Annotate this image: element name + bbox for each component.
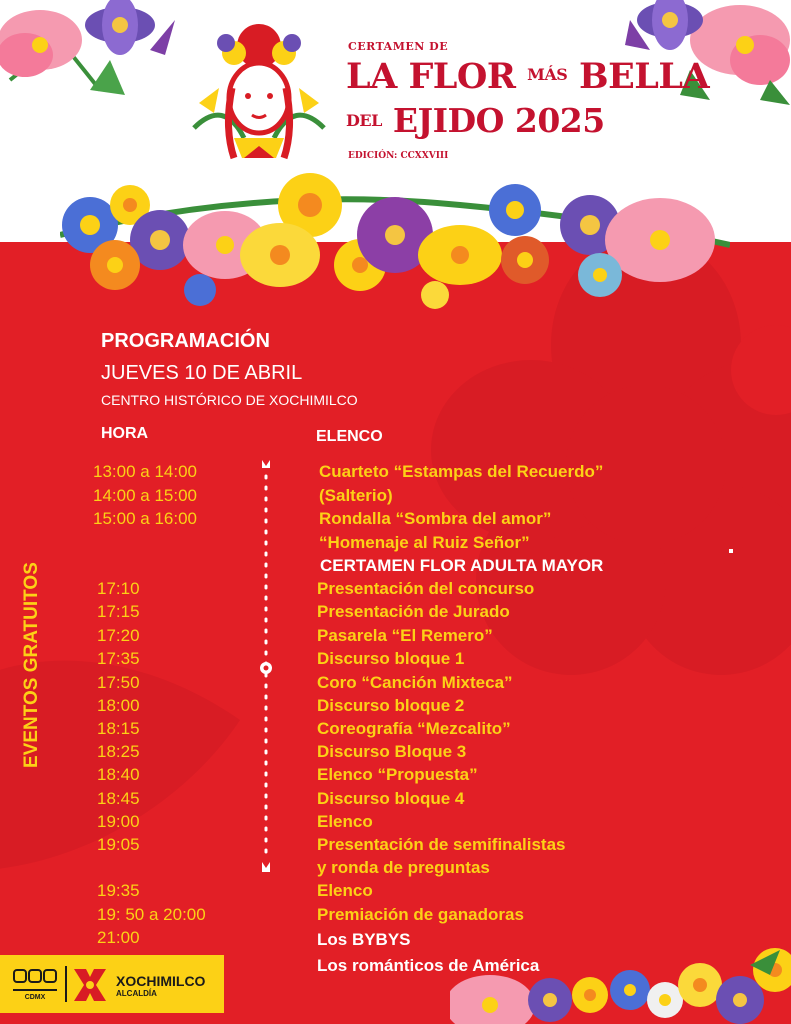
time-slot: 19:05 — [97, 835, 140, 854]
act-item: Coreografía “Mezcalito” — [317, 719, 511, 738]
act-item: Rondalla “Sombra del amor” — [319, 509, 552, 528]
section-title: CERTAMEN FLOR ADULTA MAYOR — [320, 556, 604, 575]
program-heading: PROGRAMACIÓN — [101, 330, 270, 352]
time-slot: 21:00 — [97, 928, 140, 947]
title-line-2: DEL EJIDO 2025 — [346, 101, 605, 140]
free-events-label: EVENTOS GRATUITOS — [21, 562, 42, 768]
seal-text: CDMX — [24, 994, 46, 1001]
time-slot: 18:15 — [97, 719, 140, 738]
act-item: Elenco — [317, 812, 373, 831]
pre-title: CERTAMEN DE — [348, 40, 449, 53]
act-item: (Salterio) — [319, 486, 393, 505]
act-item: Discurso bloque 1 — [317, 649, 465, 668]
title-line-1: LA FLOR $^{MÁS}$ BELLA — [346, 56, 710, 97]
cdmx-seal-icon — [10, 966, 60, 1002]
time-slot: 18:40 — [97, 765, 140, 784]
time-slot: 19:35 — [97, 881, 140, 900]
act-item: Presentación de semifinalistas — [317, 835, 566, 854]
time-slot: 17:15 — [97, 602, 140, 621]
act-item: y ronda de preguntas — [317, 858, 490, 877]
time-slot: 19:00 — [97, 812, 140, 831]
act-item: Elenco — [317, 881, 373, 900]
time-slot: 17:20 — [97, 626, 140, 645]
xochimilco-logo-icon — [72, 967, 108, 1003]
time-slot: 18:45 — [97, 789, 140, 808]
program-place: CENTRO HISTÓRICO DE XOCHIMILCO — [101, 392, 358, 408]
footer-divider — [65, 966, 67, 1002]
column-header-time: HORA — [101, 425, 149, 442]
top-left-flowers-icon — [0, 0, 190, 110]
time-slot: 19: 50 a 20:00 — [97, 905, 206, 924]
act-item: Discurso Bloque 3 — [317, 742, 467, 761]
act-item: Los BYBYS — [317, 930, 411, 949]
time-slot: 15:00 a 16:00 — [93, 509, 197, 528]
act-item: “Homenaje al Ruiz Señor” — [319, 533, 530, 552]
act-item: Presentación de Jurado — [317, 602, 510, 621]
act-item: Los románticos de América — [317, 956, 540, 975]
program-day: JUEVES 10 DE ABRIL — [101, 362, 303, 384]
time-slot: 14:00 a 15:00 — [93, 486, 197, 505]
time-slot: 17:10 — [97, 579, 140, 598]
time-slot: 18:00 — [97, 696, 140, 715]
act-item: Discurso bloque 2 — [317, 696, 465, 715]
edition-label: EDICIÓN: CCXXVIII — [348, 151, 449, 161]
brand-name: XOCHIMILCO — [116, 973, 206, 989]
time-slot: 17:50 — [97, 673, 140, 692]
act-item: Elenco “Propuesta” — [317, 765, 478, 784]
act-item: Discurso bloque 4 — [317, 789, 465, 808]
act-item: Pasarela “El Remero” — [317, 626, 493, 645]
act-item: Premiación de ganadoras — [317, 905, 524, 924]
act-item: Presentación del concurso — [317, 579, 535, 598]
bottom-right-flowers-icon — [450, 945, 791, 1024]
decorative-dot — [729, 549, 733, 553]
flor-logo-icon — [184, 18, 334, 168]
column-header-cast: ELENCO — [316, 428, 383, 445]
time-slot: 17:35 — [97, 649, 140, 668]
time-slot: 18:25 — [97, 742, 140, 761]
timeline-icon — [258, 458, 274, 878]
brand-subtitle: ALCALDÍA — [116, 989, 157, 998]
act-item: Coro “Canción Mixteca” — [317, 673, 513, 692]
act-item: Cuarteto “Estampas del Recuerdo” — [319, 462, 604, 481]
time-slot: 13:00 a 14:00 — [93, 462, 197, 481]
flower-garland-icon — [60, 165, 730, 315]
